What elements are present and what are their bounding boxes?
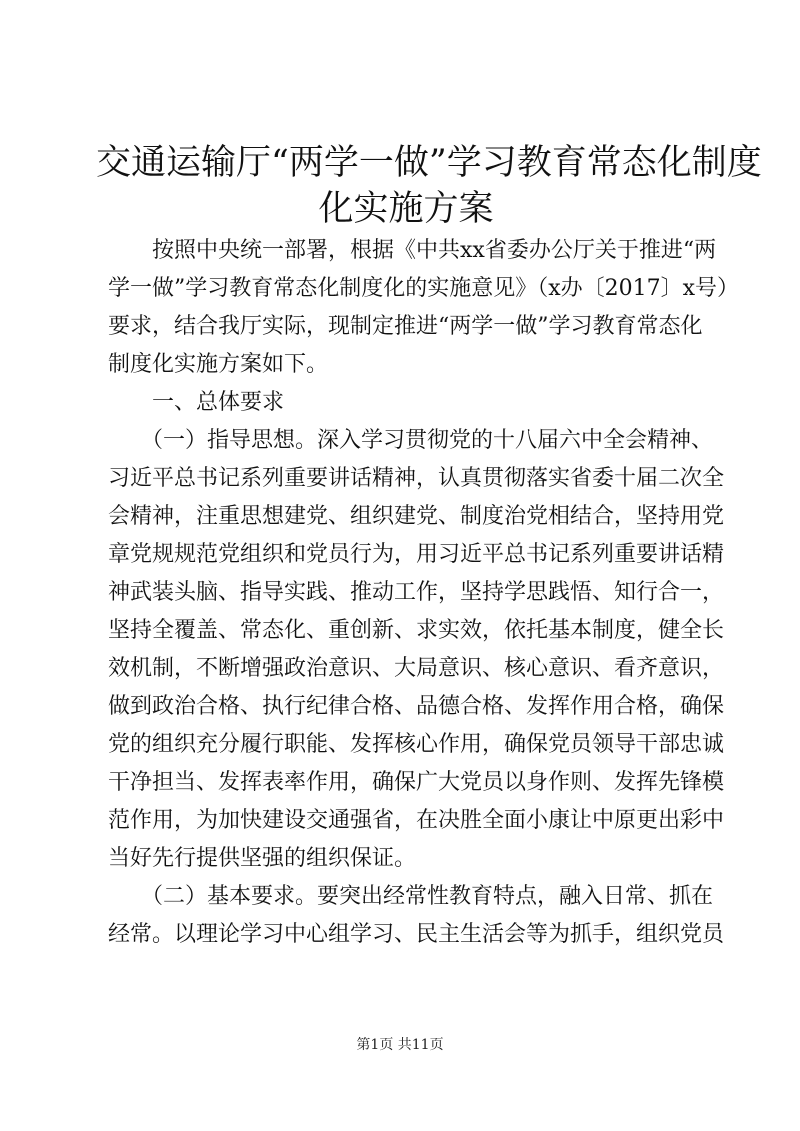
document-body bbox=[108, 232, 740, 954]
body-line: 党的组织充分履行职能、发挥核心作用，确保党员领导干部忠诚 bbox=[108, 732, 725, 757]
body-line: （一）指导思想。深入学习贯彻党的十八届六中全会精神、 bbox=[108, 428, 714, 453]
body-line: 学一做”学习教育常态化制度化的实施意见》（x办〔2017〕x号） bbox=[108, 276, 740, 301]
body-line: 会精神，注重思想建党、组织建党、制度治党相结合，坚持用党 bbox=[108, 504, 725, 529]
body-line: 经常。以理论学习中心组学习、民主生活会等为抓手，组织党员 bbox=[108, 922, 725, 947]
body-line: 效机制，不断增强政治意识、大局意识、核心意识、看齐意识， bbox=[108, 656, 725, 681]
body-line: 按照中央统一部署，根据《中共xx省委办公厅关于推进“两 bbox=[108, 238, 717, 263]
page-footer: 第1页 共11页 bbox=[356, 1037, 444, 1053]
title-line: 交通运输厅“两学一做”学习教育常态化制度 bbox=[96, 143, 762, 183]
body-line: 章党规规范党组织和党员行为，用习近平总书记系列重要讲话精 bbox=[108, 542, 725, 567]
section-heading: 一、总体要求 bbox=[108, 390, 285, 415]
body-line: 当好先行提供坚强的组织保证。 bbox=[108, 846, 417, 871]
body-line: 做到政治合格、执行纪律合格、品德合格、发挥作用合格，确保 bbox=[108, 694, 725, 719]
body-line: （二）基本要求。要突出经常性教育特点，融入日常、抓在 bbox=[108, 884, 714, 909]
body-line: 干净担当、发挥表率作用，确保广大党员以身作则、发挥先锋模 bbox=[108, 770, 725, 795]
body-line: 制度化实施方案如下。 bbox=[108, 352, 329, 377]
body-line: 神武装头脑、指导实践、推动工作，坚持学思践悟、知行合一， bbox=[108, 580, 725, 605]
title-line: 化实施方案 bbox=[318, 189, 494, 229]
body-line: 坚持全覆盖、常态化、重创新、求实效，依托基本制度，健全长 bbox=[108, 618, 725, 643]
document-title bbox=[96, 140, 762, 232]
body-line: 范作用，为加快建设交通强省，在决胜全面小康让中原更出彩中 bbox=[108, 808, 725, 833]
body-line: 要求，结合我厅实际，现制定推进“两学一做”学习教育常态化 bbox=[108, 314, 703, 339]
body-line: 习近平总书记系列重要讲话精神，认真贯彻落实省委十届二次全 bbox=[108, 466, 725, 491]
